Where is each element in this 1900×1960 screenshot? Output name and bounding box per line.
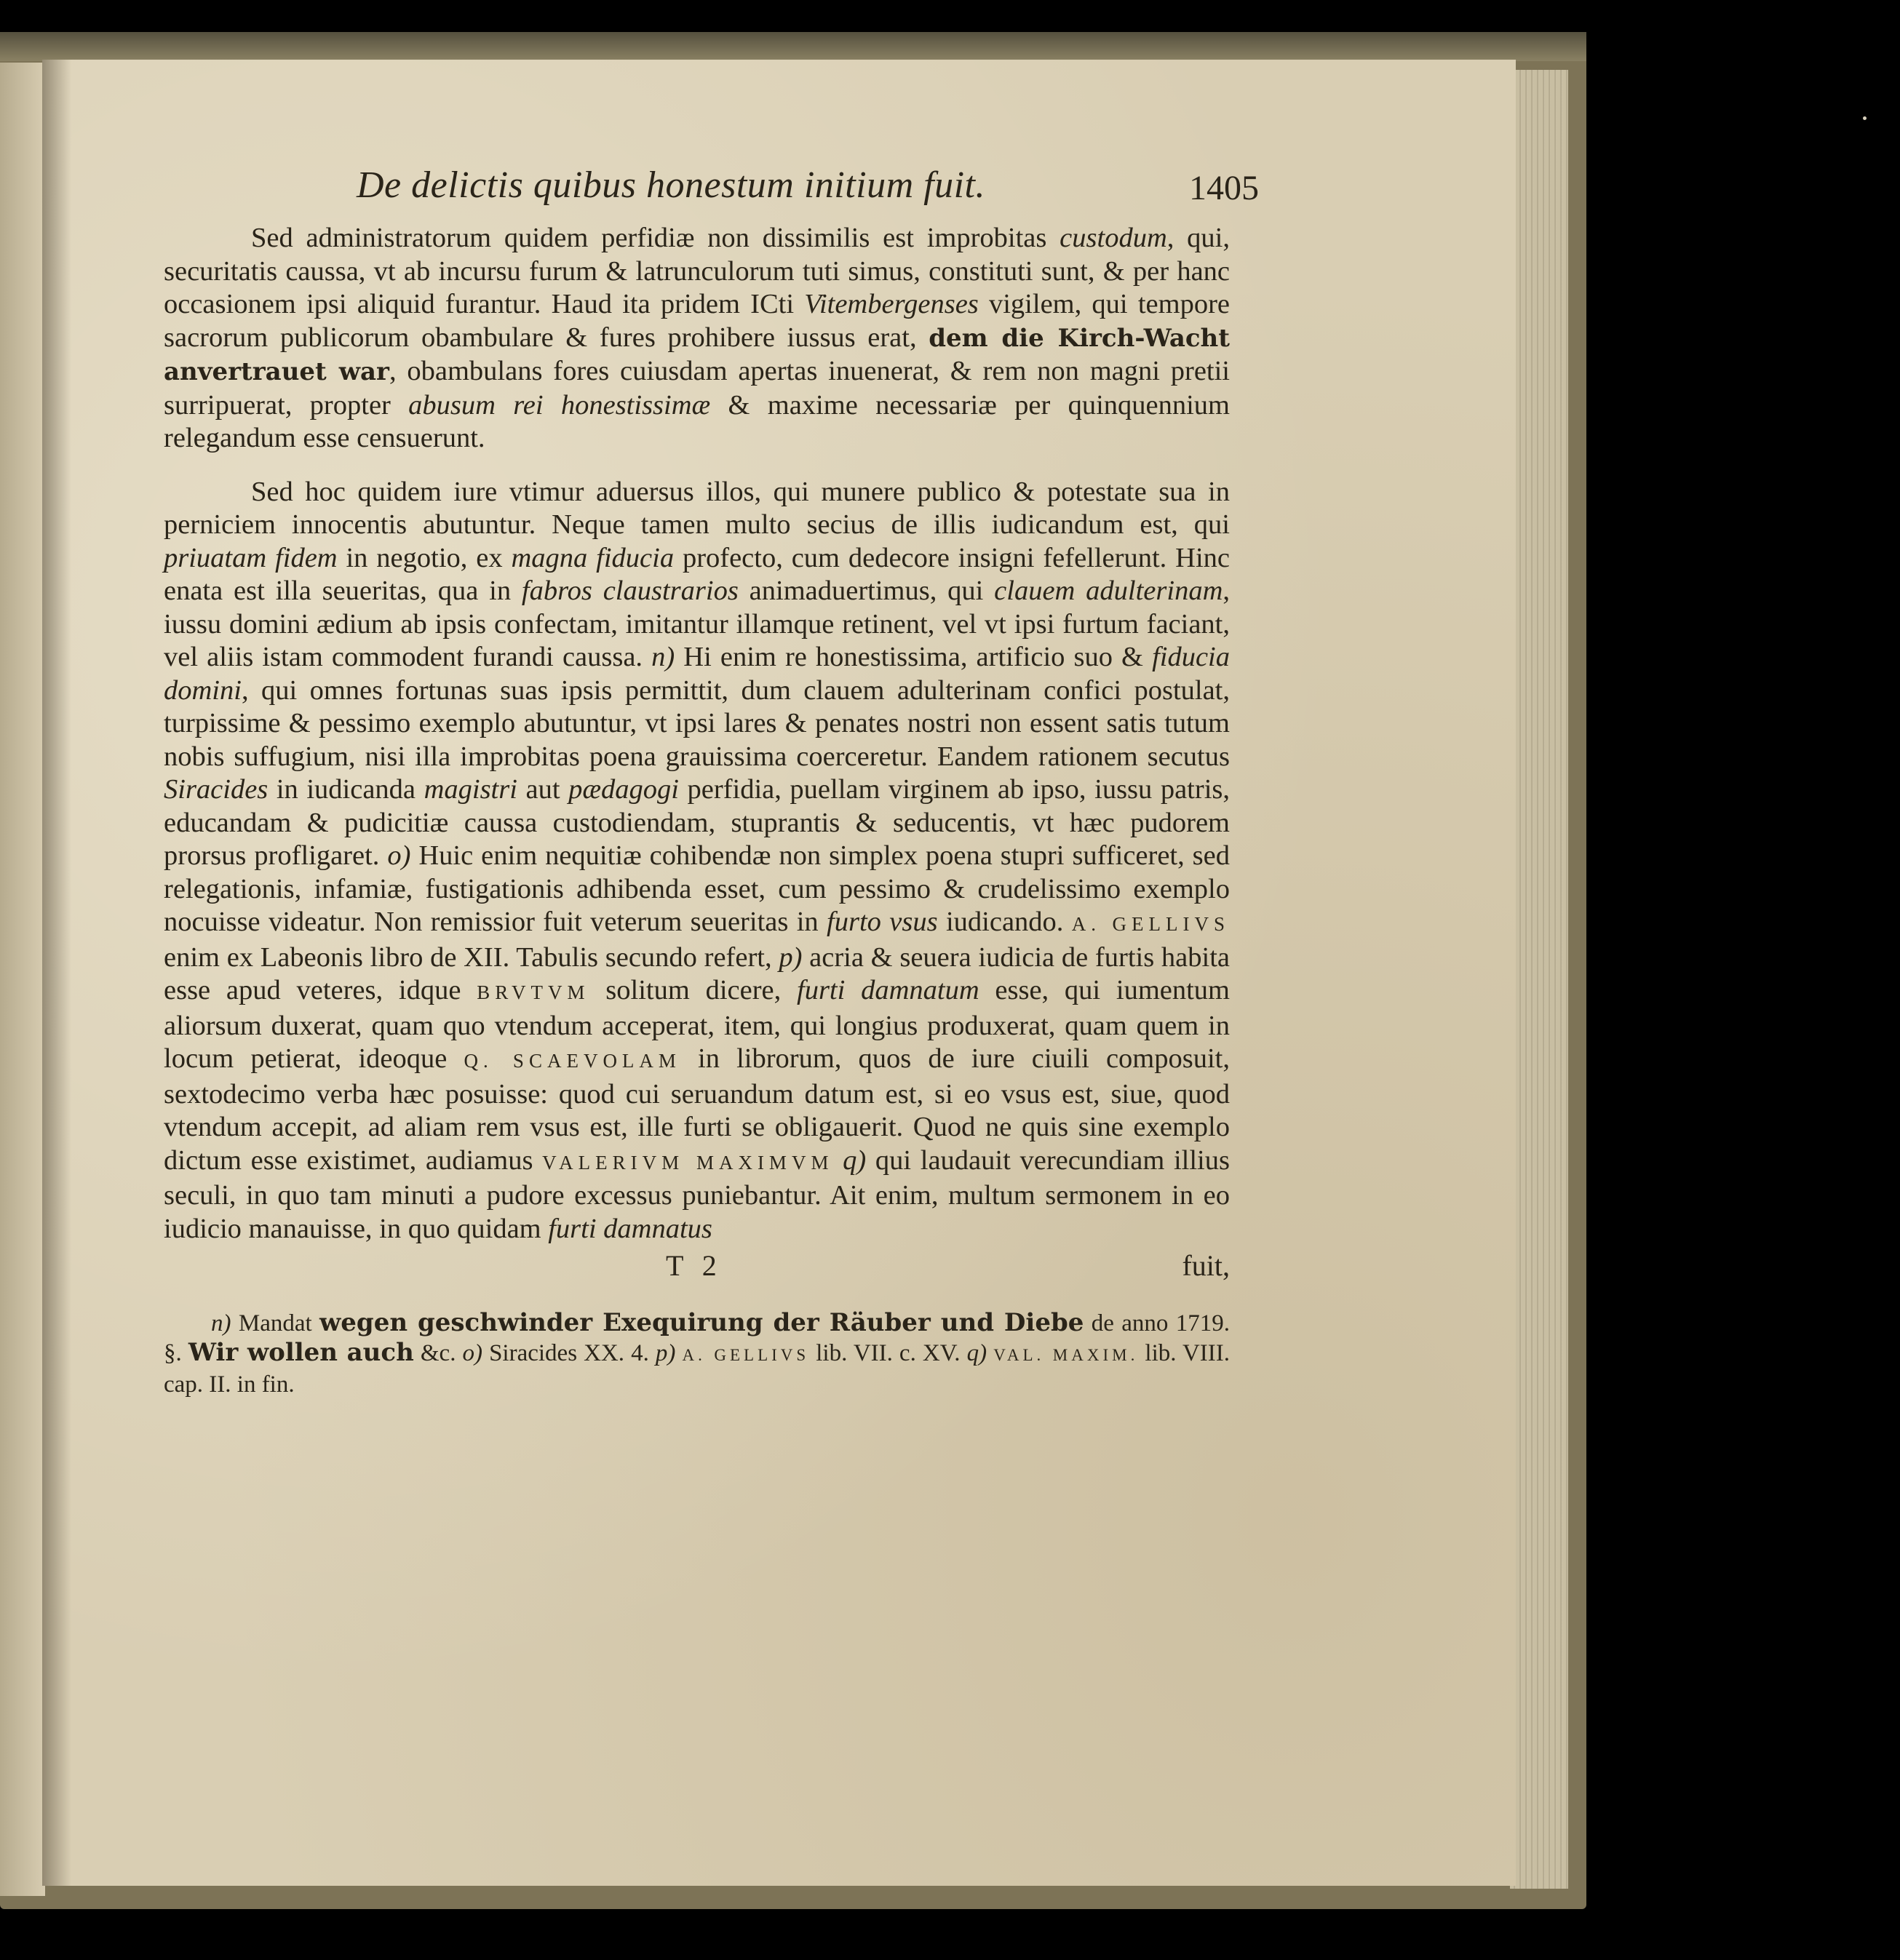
italic-text: pædagogi [568,774,679,805]
text-run: Sed hoc quidem iure vtimur aduersus illos, qui munere publico & potestate sua in perniciem innocentis abutuntur. Neque tamen multo secius de illis iudicandum est, qui [164,476,1230,540]
italic-text: n) [211,1310,231,1336]
fraktur-text: wegen geschwinder Exequirung der Räuber und Diebe [319,1308,1084,1337]
italic-text: abusum rei honestissimæ [408,389,711,421]
text-run: lib. VII. c. XV. [809,1340,967,1366]
paragraph [164,476,1230,1246]
gutter-shadow [42,60,71,1886]
text-run: in iudicanda [268,774,424,805]
italic-text: clauem adulterinam [994,575,1223,606]
text-run: , qui, securitatis caussa, vt ab incursu furum & latrunculorum tuti simus, constituti sunt, & per hanc occasionem ipsi aliquid furantur. Haud ita pridem ICti [164,223,1230,319]
text-run: in librorum, quos de iure ciuili composuit, sextodecimo verba hæc posuisse: quod cui seruandum datum est, si eo vsus est, siue, quod vtendum accepit, ad aliam rem vsus est, ille furti se obligauerit. Quod ne quis sine exemplo dictum esse existimet, audiamus [164,1043,1231,1176]
text-run: Hi enim re honestissima, artificio suo & [675,642,1153,672]
catchword: fuit, [1182,1249,1230,1282]
text-run: profecto, cum dedecore insigni fefellerunt. Hinc enata est illa seueritas, qua in [164,542,1230,606]
italic-text: n) [651,642,675,672]
italic-text: custodum [1060,223,1167,253]
italic-text: priuatam fidem [164,542,338,573]
italic-text: q) [843,1144,867,1176]
text-run: acria & seuera iudicia de furtis habita esse apud veteres, idque [164,941,1231,1005]
small-caps-name: VAL. MAXIM. [993,1346,1139,1364]
italic-text: q) [966,1340,987,1366]
text-run: Siracides XX. 4. [482,1340,656,1366]
text-run: qui laudauit verecundiam illius seculi, in quo tam minuti a pudore excessus puniebantur. Ait enim, multum sermonem in eo iudicio manauisse, in quo quidam [164,1144,1230,1244]
text-run: &c. [413,1340,463,1366]
text-block [164,164,1259,1399]
italic-text: furti damnatum [797,975,979,1005]
text-run: enim ex Labeonis libro de XII. Tabulis secundo refert, [164,941,779,973]
text-run: , iussu domini ædium ab ipsis confectam, imitantur illamque retinent, vel vt ipsi furtum faciant, vel aliis istam commodent furandi caussa. [164,575,1231,672]
italic-text: p) [655,1340,676,1366]
text-run: esse, qui iumentum aliorsum duxerat, quam quo vtendum acceperat, item, qui longius produxerat, quam quem in locum petierat, ideoque [164,975,1230,1074]
small-caps-name: Q. SCAEVOLAM [464,1050,681,1072]
italic-text: o) [462,1340,483,1366]
small-caps-name: A. GELLIVS [1071,913,1231,935]
text-run: , obambulans fores cuiusdam apertas inuenerat, & rem non magni pretii surripuerat, propter [164,356,1231,421]
text-run: solitum dicere, [589,975,797,1005]
italic-text: fiducia domini [164,642,1230,706]
text-run: animaduertimus, qui [738,575,995,606]
catchword-row [164,1248,1230,1282]
text-run: Sed administratorum quidem perfidiæ non dissimilis est improbitas [251,223,1060,253]
running-head [164,164,1259,222]
text-run: de anno 1719. §. [164,1310,1231,1366]
text-run: aut [517,774,569,805]
fraktur-text: Wir wollen auch [188,1338,414,1367]
left-page-edge [0,63,45,1896]
italic-text: magistri [424,774,517,805]
small-caps-name: A. GELLIVS [682,1346,810,1364]
footnotes [164,1308,1230,1399]
text-run [833,1145,843,1176]
paragraph [164,222,1230,455]
text-run: Huic enim nequitiæ cohibendæ non simplex poena stupri sufficeret, sed relegationis, infamiæ, fustigationis adhibenda esset, cum pessimo & crudelissimo exemplo nocuisse videatur. Non remissior fuit veterum seueritas in [164,840,1230,937]
running-head-title: De delictis quibus honestum initium fuit. [357,164,986,206]
italic-text: furto vsus [827,907,938,937]
text-run: & maxime necessariæ per quinquennium relegandum esse censuerunt. [164,389,1230,453]
text-run: iudicando. [937,907,1072,937]
dust-speck [1863,116,1867,120]
text-run: lib. VIII. cap. II. in fin. [164,1340,1231,1398]
text-run: in negotio, ex [337,542,512,573]
small-caps-name: BRVTVM [477,981,590,1003]
footnote-block [164,1308,1230,1399]
book-cover-top-edge [0,32,1586,61]
page-block-edges [1510,70,1568,1889]
page-number: 1405 [1189,169,1259,207]
text-run: , qui omnes fortunas suas ipsis permittit, dum clauem adulterinam confici postulat, turpissime & pessimo exemplo abutuntur, vt ipsi lares & penates nostri non essent satis tutum nobis suffugium, nisi illa improbitas poena grauissima coerceretur. Eandem rationem secutus [164,674,1230,772]
italic-text: fabros claustrarios [521,575,739,606]
italic-text: Siracides [164,774,269,805]
fraktur-text: dem die Kirch-Wacht anvertrauet war [164,323,1230,386]
text-run: vigilem, qui tempore sacrorum publicorum obambulare & fures prohibere iussus erat, [164,289,1230,353]
text-run [987,1340,993,1366]
italic-text: o) [387,840,411,871]
text-run: Mandat [231,1310,320,1336]
italic-text: magna fiducia [511,542,675,573]
small-caps-name: VALERIVM MAXIMVM [542,1151,834,1174]
italic-text: Vitembergenses [804,289,979,319]
text-run: perfidia, puellam virginem ab ipso, iussu patris, educandam & pudicitiæ caussa custodiendam, stuprantis & seducentis, vt hæc pudorem prorsus profligaret. [164,774,1230,871]
signature-mark: T 2 [666,1249,723,1282]
italic-text: p) [779,941,803,973]
italic-text: furti damnatus [548,1213,712,1244]
